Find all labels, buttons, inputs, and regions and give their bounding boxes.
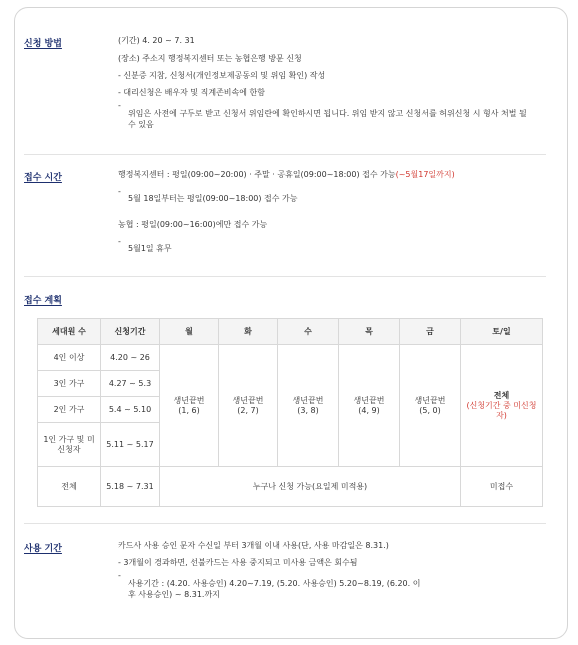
weekday-cell-thu: 생년끝번 (4, 9) bbox=[339, 345, 400, 467]
header-fri: 금 bbox=[400, 319, 461, 345]
nh-hours: 농협 : 평일(09:00~16:00)에만 접수 가능 bbox=[118, 220, 268, 229]
table-header-row bbox=[38, 319, 543, 345]
apply-period-cell: 4.27 ~ 5.3 bbox=[101, 371, 160, 397]
center-hours: 행정복지센터 : 평일(09:00~20:00) · 주말 · 공휴일(09:00~18:00) 접수 가능(~5월17일까지) bbox=[118, 170, 455, 179]
divider bbox=[24, 154, 546, 155]
divider bbox=[24, 276, 546, 277]
section-title-plan: 접수 계획 bbox=[24, 296, 62, 306]
weekday-cell-tue: 생년끝번 (2, 7) bbox=[219, 345, 278, 467]
apply-place: (장소) 주소지 행정복지센터 또는 농협은행 방문 신청 bbox=[118, 54, 302, 63]
section-title-usage-period: 사용 기간 bbox=[24, 544, 62, 554]
table-row bbox=[38, 467, 543, 507]
header-mon: 월 bbox=[160, 319, 219, 345]
header-tue: 화 bbox=[219, 319, 278, 345]
household-size: 2인 가구 bbox=[38, 397, 101, 423]
weekend-cell: 전체 (신청기간 중 미신청자) bbox=[461, 345, 543, 467]
section-title-apply-method: 신청 방법 bbox=[24, 39, 62, 49]
header-household: 세대원 수 bbox=[38, 319, 101, 345]
apply-note: 위임은 사전에 구두로 받고 신청서 위임란에 확인하시면 됩니다. 위임 받지 않고 신청서를 허위신청 시 형사 처벌 될 수 있음 bbox=[128, 109, 527, 129]
header-wed: 수 bbox=[278, 319, 339, 345]
apply-bullet-proxy: - 대리신청은 배우자 및 직계존비속에 한함 bbox=[118, 88, 265, 97]
nh-hours-note: 5월1일 휴무 bbox=[128, 244, 172, 253]
section-title-reception-time: 접수 시간 bbox=[24, 173, 62, 183]
apply-period: (기간) 4. 20 ~ 7. 31 bbox=[118, 36, 195, 45]
usage-note: 사용기간 : (4.20. 사용승인) 4.20~7.19, (5.20. 사용승인) 5.20~8.19, (6.20. 이후 사용승인) ~ 8.31.까지 bbox=[128, 579, 421, 599]
header-period: 신청기간 bbox=[101, 319, 160, 345]
household-size: 전체 bbox=[38, 467, 101, 507]
apply-period-cell: 5.11 ~ 5.17 bbox=[101, 423, 160, 467]
usage-bullet: - 3개월이 경과하면, 선불카드는 사용 중지되고 미사용 금액은 회수됨 bbox=[118, 558, 358, 567]
apply-period-cell: 5.4 ~ 5.10 bbox=[101, 397, 160, 423]
weekday-all-cell: 누구나 신청 가능(요일제 미적용) bbox=[160, 467, 461, 507]
household-size: 4인 이상 bbox=[38, 345, 101, 371]
weekend-closed-cell: 미접수 bbox=[461, 467, 543, 507]
header-weekend: 토/일 bbox=[461, 319, 543, 345]
usage-main: 카드사 사용 승인 문자 수신일 부터 3개월 이내 사용(단, 사용 마감일은 8.31.) bbox=[118, 541, 389, 550]
reception-plan-table bbox=[37, 318, 543, 507]
apply-bullet-id: - 신분증 지참, 신청서(개인정보제공동의 및 위임 확인) 작성 bbox=[118, 71, 326, 80]
household-size: 1인 가구 및 미 신청자 bbox=[38, 423, 101, 467]
apply-period-cell: 5.18 ~ 7.31 bbox=[101, 467, 160, 507]
divider bbox=[24, 523, 546, 524]
note-dash: - bbox=[118, 571, 121, 580]
center-hours-note: 5월 18일부터는 평일(09:00~18:00) 접수 가능 bbox=[128, 194, 298, 203]
note-dash: - bbox=[118, 101, 121, 110]
weekday-cell-mon: 생년끝번 (1, 6) bbox=[160, 345, 219, 467]
note-dash: - bbox=[118, 187, 121, 196]
apply-period-cell: 4.20 ~ 26 bbox=[101, 345, 160, 371]
household-size: 3인 가구 bbox=[38, 371, 101, 397]
note-dash: - bbox=[118, 237, 121, 246]
header-thu: 목 bbox=[339, 319, 400, 345]
weekday-cell-wed: 생년끝번 (3, 8) bbox=[278, 345, 339, 467]
table-row bbox=[38, 345, 543, 371]
weekday-cell-fri: 생년끝번 (5, 0) bbox=[400, 345, 461, 467]
